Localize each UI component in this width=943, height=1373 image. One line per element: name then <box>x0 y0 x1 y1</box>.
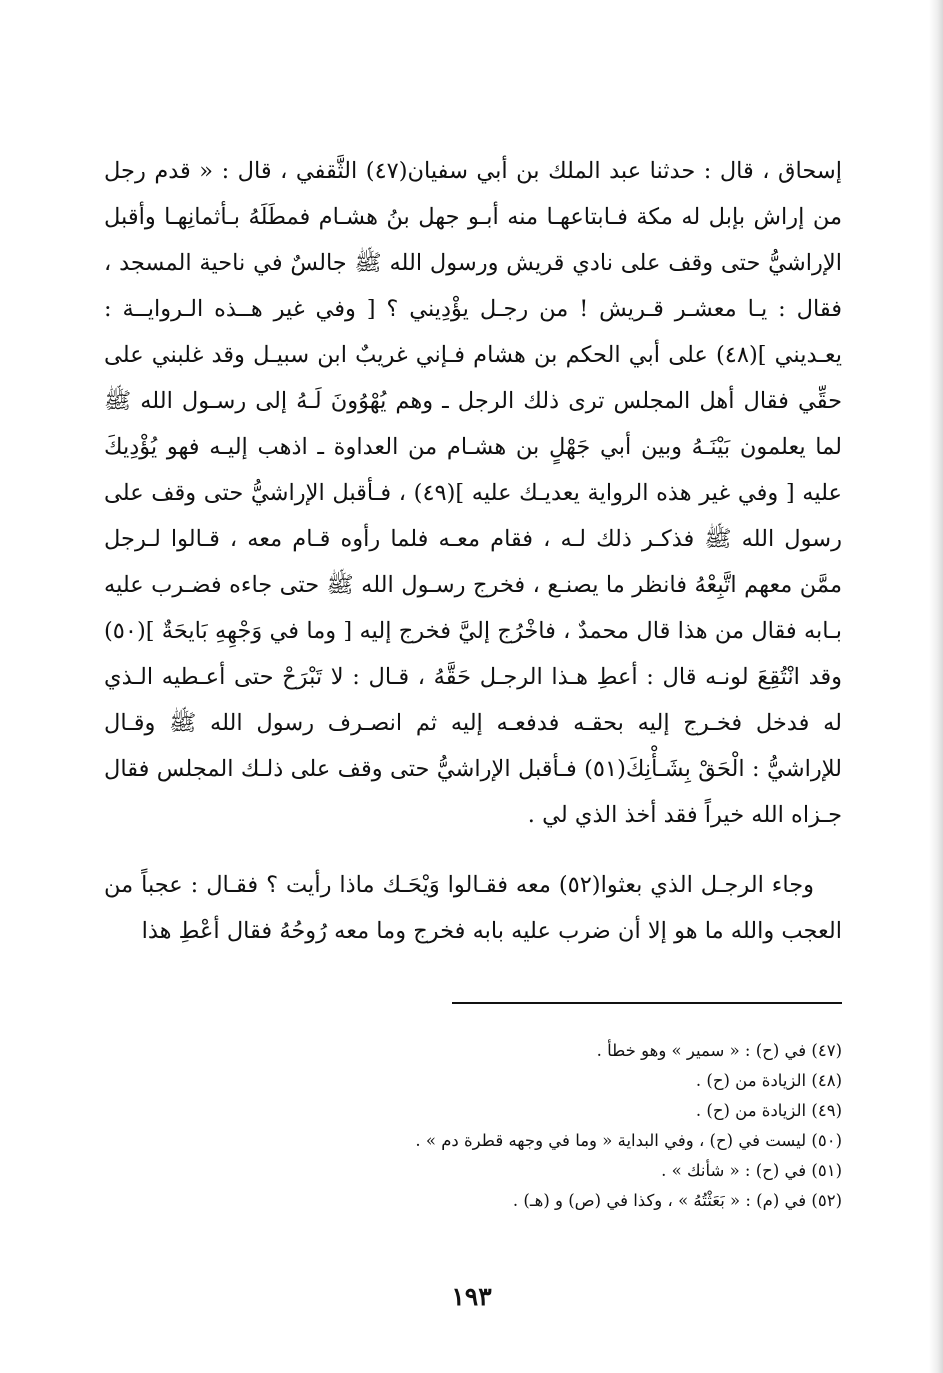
paragraph-1: إسحاق ، قال : حدثنا عبد الملك بن أبي سفيان(٤٧) الثَّقفي ، قال : « قدم رجل من إراش بإبل له مكة فـابتاعهـا منه أبـو جهل بنُ هشـام فمطَلَهُ بـأثمانِهـا وأقبل الإراشيُّ حتى وقف على نادي قريش ورسول الله ﷺ جالسٌ في ناحية المسجد ، فقال : يـا معشـر قـريش ! من رجـل يؤْدِيني ؟ [ وفي غير هــذه الـروايــة : يعـديني ](٤٨) على أبي الحكم بن هشام فـإني غريبٌ ابن سبيـل وقد غلبني على حقِّي فقال أهل المجلس ترى ذلك الرجل ـ وهم يُهْوُونَ لَـهُ إلى رسـول الله ﷺ لما يعلمون بَيْنَـهُ وبين أبي جَهْلٍ بن هشـام من العداوة ـ اذهب إليـه فهو يُؤْدِيكَ عليه [ وفي غير هذه الرواية يعديـك عليه ](٤٩) ، فـأقبل الإراشيُّ حتى وقف على رسول الله ﷺ فذكـر ذلك لـه ، فقام معـه فلما رأوه قـام معه ، قـالوا لـرجل ممَّن معهم اتَّبِعْهُ فانظر ما يصنـع ، فخرج رسـول الله ﷺ حتى جاءه فضـرب عليه بـابه فقال من هذا قال محمدٌ ، فاخْرُج إليَّ فخرج إليه [ وما في وَجْهِهِ بَايحَةٌ ](٥٠) وقد انْتُقِعَ لونـه قال : أعطِ هـذا الرجـل حَقَّهُ ، قـال : لا تَبْرَحْ حتى أعـطيه الـذي له فدخل فخـرج إليه بحقـه فدفعـه إليه ثم انصـرف رسول الله ﷺ وقـال للإراشيُّ : الْحَقْ بِشَـأْنِكَ(٥١) فـأقبل الإراشيُّ حتى وقف على ذلـك المجلس فقال جـزاه الله خيراً فقد أخذ الذي لي . <box>104 158 842 828</box>
scanned-page-edge <box>929 0 943 1373</box>
footnote-52: (٥٢) في (م) : « بَعَثْتُهُ » ، وكذا في (ص) و (هـ) . <box>512 1191 842 1210</box>
footnote-51: (٥١) في (ح) : « شأنك » . <box>661 1161 842 1180</box>
main-text-block <box>104 148 842 954</box>
footnotes-list <box>300 1036 842 1216</box>
footnote-50: (٥٠) ليست في (ح) ، وفي البداية « وما في وجهه قطرة دم » . <box>415 1131 842 1150</box>
footnote-separator <box>452 1002 842 1004</box>
footnote-47: (٤٧) في (ح) : « سمير » وهو خطأ . <box>596 1041 842 1060</box>
page-number: ١٩٣ <box>451 1282 492 1311</box>
paragraph-2: وجاء الرجـل الذي بعثوا(٥٢) معه فقـالوا وَيْحَـك ماذا رأيت ؟ فقـال : عجباً من العجب والله ما هو إلا أن ضرب عليه بابه فخرج وما معه رُوحُهُ فقال أعْطِ هذا <box>104 872 842 944</box>
footnote-49: (٤٩) الزيادة من (ح) . <box>695 1101 842 1120</box>
footnote-48: (٤٨) الزيادة من (ح) . <box>695 1071 842 1090</box>
